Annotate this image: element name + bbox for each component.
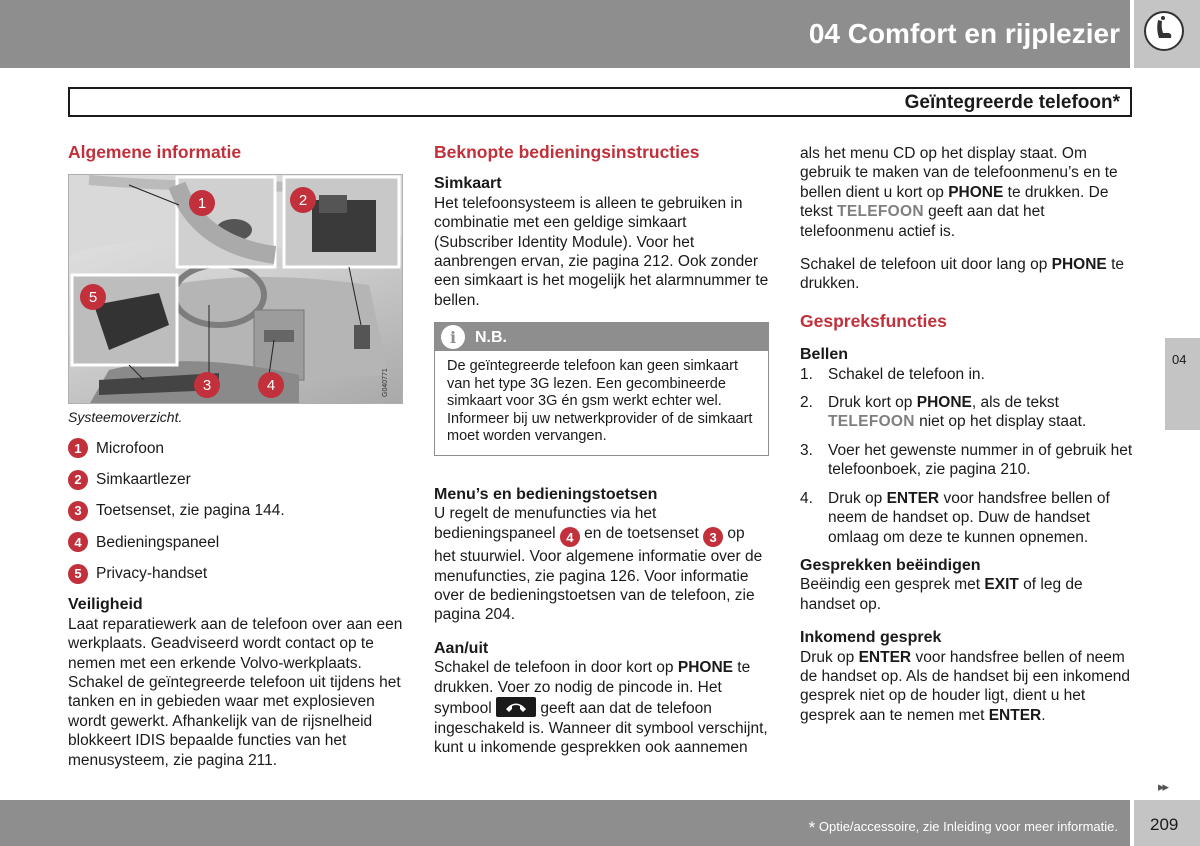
note-label: N.B. bbox=[475, 328, 507, 346]
callout-1 bbox=[189, 190, 215, 216]
legend-item bbox=[68, 495, 403, 526]
legend-number: 2 bbox=[68, 470, 88, 490]
step-item: 3. Voer het gewenste nummer in of gebruik het telefoonboek, zie pagina 210. bbox=[800, 441, 1133, 479]
figure-caption: Systeemoverzicht. bbox=[68, 409, 183, 426]
callout-2-label: 2 bbox=[298, 192, 308, 210]
callout-3 bbox=[194, 372, 220, 398]
calling-steps bbox=[800, 365, 1133, 547]
phone-handset-icon bbox=[496, 697, 536, 717]
legend-item bbox=[68, 433, 403, 464]
safety-text: Laat reparatiewerk aan de telefoon over aan een werkplaats. Geadviseerd wordt contact op te nemen met een erkende Volvo-werkplaats. Schakel de geïntegreerde telefoon uit tijdens het tanken en in gebieden waar met explosieven wordt gewerkt. Afhankelijk van de rijsnelheid blokkeert IDIS bepaalde functies van het menusysteem, zie pagina 211. bbox=[68, 615, 403, 769]
chapter-side-tab bbox=[1165, 338, 1200, 430]
footnote-star: * bbox=[808, 818, 816, 837]
callout-4-label: 4 bbox=[266, 377, 276, 395]
legend-number: 1 bbox=[68, 438, 88, 458]
step-item: 1. Schakel de telefoon in. bbox=[800, 365, 985, 383]
note-box bbox=[434, 322, 769, 456]
legend-item bbox=[68, 527, 403, 558]
car-interior-illustration bbox=[69, 175, 403, 404]
column-1 bbox=[68, 140, 403, 770]
legend-number: 3 bbox=[68, 501, 88, 521]
continued-text: als het menu CD op het display staat. Om gebruik te maken van de telefoonmenu’s en te bellen dient u kort op PHONE te drukken. De tekst TELEFOON geeft aan dat het telefoonmenu actief is. bbox=[800, 145, 1118, 240]
side-tab-label: 04 bbox=[1172, 352, 1187, 367]
info-icon: i bbox=[441, 325, 465, 349]
end-call-text: Beëindig een gesprek met EXIT of leg de handset op. bbox=[800, 576, 1083, 613]
chapter-title: 04 Comfort en rijplezier bbox=[808, 18, 1120, 49]
menus-text: U regelt de menufuncties via het bedieningspaneel 4 en de toetsenset 3 op het stuurwiel. Voor algemene informatie over de menufuncties, zie pagina 126. Voor informatie over de bedieningstoetsen van de telefoon, zie pagina 204. bbox=[434, 505, 763, 624]
heading-quick-instructions: Beknopte bedieningsinstructies bbox=[434, 142, 700, 162]
step-item: 4. Druk op ENTER voor handsfree bellen of neem de handset op. Duw de handset omlaag om deze te kunnen opnemen. bbox=[800, 489, 1110, 546]
heading-end-call: Gesprekken beëindigen bbox=[800, 556, 981, 574]
footnote bbox=[809, 818, 1118, 838]
callout-5 bbox=[80, 284, 106, 310]
seat-icon bbox=[1143, 10, 1185, 52]
section-title-box bbox=[68, 87, 1132, 117]
legend-number: 4 bbox=[68, 532, 88, 552]
step-item: 2. Druk kort op PHONE, als de tekst TELEFOON niet op het display staat. bbox=[800, 394, 1087, 431]
on-off-text: Schakel de telefoon in door kort op PHONE te drukken. Voer zo nodig de pincode in. Het symbool geeft aan dat de telefoon ingeschakeld is. Wanneer dit symbool verschijnt, kunt u inkomende gesprekken ook aannemen bbox=[434, 659, 768, 756]
legend-list bbox=[68, 433, 403, 589]
column-3 bbox=[800, 144, 1133, 725]
page-number-box bbox=[1134, 800, 1200, 846]
legend-item bbox=[68, 558, 403, 589]
heading-call-functions: Gespreksfuncties bbox=[800, 310, 947, 331]
chapter-header-bar bbox=[0, 0, 1130, 68]
figure-code: G040771 bbox=[382, 368, 389, 398]
system-overview-figure bbox=[68, 174, 403, 404]
inline-badge-3: 3 bbox=[703, 527, 723, 547]
footnote-text: Optie/accessoire, zie Inleiding voor meer informatie. bbox=[818, 819, 1118, 834]
continue-arrows-icon: ▸▸ bbox=[1158, 779, 1168, 794]
switch-off-text: Schakel de telefoon uit door lang op PHONE te drukken. bbox=[800, 256, 1125, 293]
display-text-telefoon: TELEFOON bbox=[837, 203, 924, 221]
callout-1-label: 1 bbox=[197, 195, 207, 213]
legend-label: Microfoon bbox=[96, 439, 165, 457]
heading-calling: Bellen bbox=[800, 346, 849, 364]
heading-general-info: Algemene informatie bbox=[68, 142, 242, 162]
heading-menus: Menu’s en bedieningstoetsen bbox=[434, 485, 658, 503]
heading-simcard: Simkaart bbox=[434, 175, 502, 193]
note-header bbox=[435, 323, 768, 351]
legend-label: Privacy-handset bbox=[96, 564, 208, 582]
heading-on-off: Aan/uit bbox=[434, 639, 489, 657]
simcard-text: Het telefoonsysteem is alleen te gebruiken in combinatie met een geldige simkaart (Subscriber Identity Module). Voor het aanbrengen ervan, zie pagina 212. Ook zonder een simkaart is het mogelijk het alarmnummer te bellen. bbox=[434, 194, 769, 309]
inline-badge-4: 4 bbox=[560, 527, 580, 547]
section-title: Geïntegreerde telefoon* bbox=[904, 92, 1120, 113]
heading-incoming-call: Inkomend gesprek bbox=[800, 629, 942, 647]
display-text-telefoon: TELEFOON bbox=[828, 413, 915, 431]
legend-label: Simkaartlezer bbox=[96, 471, 191, 489]
callout-2 bbox=[290, 187, 316, 213]
callout-4 bbox=[258, 372, 284, 398]
callout-5-label: 5 bbox=[88, 289, 98, 307]
column-2 bbox=[434, 140, 769, 757]
page-number: 209 bbox=[1150, 815, 1179, 834]
heading-safety: Veiligheid bbox=[68, 596, 143, 614]
legend-label: Toetsenset, zie pagina 144. bbox=[96, 502, 285, 520]
legend-item bbox=[68, 464, 403, 495]
incoming-call-text: Druk op ENTER voor handsfree bellen of neem de handset op. Als de handset bij een inkomend gesprek niet op de houder ligt, dient u het gesprek aan te nemen met ENTER. bbox=[800, 648, 1131, 724]
callout-3-label: 3 bbox=[202, 377, 212, 395]
legend-number: 5 bbox=[68, 564, 88, 584]
note-text: De geïntegreerde telefoon kan geen simkaart van het type 3G lezen. Een gecombineerde simkaart voor 3G én gsm werkt echter wel. Informeer bij uw netwerkprovider of de simkaart moet worden vervangen. bbox=[447, 358, 753, 445]
footer-bar bbox=[0, 800, 1130, 846]
legend-label: Bedieningspaneel bbox=[96, 533, 220, 551]
chapter-icon-box bbox=[1134, 0, 1200, 68]
